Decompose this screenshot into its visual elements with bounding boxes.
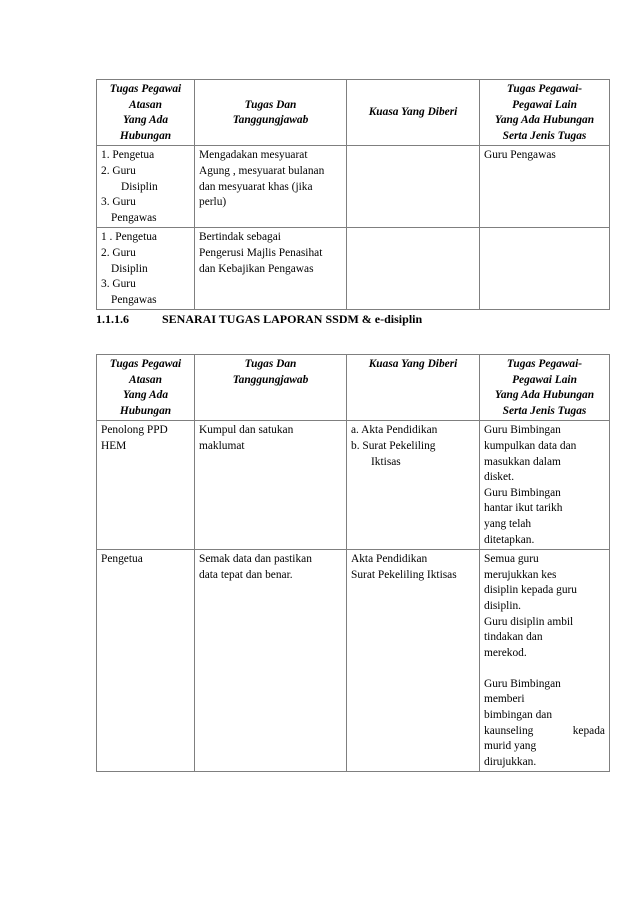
cell-line: Semua guru [484,553,539,566]
section-heading [96,312,422,327]
cell-officer [97,146,195,228]
header-col4 [480,355,610,421]
cell-line: Guru disiplin ambil [484,615,574,628]
cell-duties [195,550,347,772]
cell-duties [195,146,347,228]
cell-line: Yang Ada Hubungan [494,114,595,127]
cell-line: Pegawai Lain [512,98,577,111]
table-row [97,550,610,772]
cell-line: Yang Ada [122,389,169,402]
cell-line: Serta Jenis Tugas [502,129,587,142]
header-col1 [97,355,195,421]
section-number: 1.1.1.6 [96,312,129,326]
cell-line: disiplin kepada guru [484,584,578,597]
cell-other-officers [480,550,610,772]
cell-line: Agung , mesyuarat bulanan [199,164,325,177]
cell-line: Tugas Pegawai- [506,358,583,370]
cell-line: Akta Pendidikan [351,553,428,566]
cell-line: dirujukkan. [484,755,537,768]
duties-table-1 [96,79,610,310]
cell-line: dan Kebajikan Pengawas [199,262,314,275]
cell-line: tindakan dan [484,631,543,644]
cell-other-officers [480,146,610,228]
cell-line: Kuasa Yang Diberi [368,106,458,119]
header-col2 [195,80,347,146]
cell-line: Pengerusi Majlis Penasihat [199,246,323,259]
cell-duties [195,228,347,310]
cell-line: Disiplin [121,180,158,193]
cell-authority [347,228,480,310]
cell-block [484,677,605,724]
cell-line: 3. Guru [101,196,136,209]
cell-line: Iktisas [371,455,401,468]
cell-line: murid yang [484,740,537,753]
cell-line: Semak data dan pastikan [199,553,312,566]
cell-line: data tepat dan benar. [199,568,293,581]
cell-line: Tanggungjawab [232,114,309,127]
cell-line: Yang Ada [122,114,169,127]
cell-officer [97,550,195,772]
cell-authority [347,421,480,550]
cell-line: merujukkan kes [484,568,557,581]
cell-block [484,552,605,661]
cell-line: dan mesyuarat khas (jika [199,180,313,193]
cell-line: hantar ikut tarikh [484,502,563,515]
cell-block [484,739,605,770]
table-row [97,146,610,228]
cell-line: Mengadakan mesyuarat [199,149,308,162]
cell-line: Atasan [129,373,162,386]
cell-officer [97,421,195,550]
cell-line: Guru Bimbingan [484,486,561,499]
duties-table-2 [96,354,610,772]
cell-line: disiplin. [484,599,522,612]
cell-duties [195,421,347,550]
cell-line: perlu) [199,196,227,209]
cell-officer [97,228,195,310]
cell-line: bimbingan dan [484,709,553,722]
cell-line: disket. [484,471,515,484]
table-row [97,228,610,310]
cell-line: Kuasa Yang Diberi [368,358,458,370]
blank-line [484,661,605,677]
cell-line: Disiplin [111,262,148,275]
cell-line: Tugas Dan [244,358,297,370]
cell-line: 2. Guru [101,164,136,177]
cell-line: b. Surat Pekeliling [351,439,436,452]
cell-other-officers [480,228,610,310]
header-col2 [195,355,347,421]
cell-line: Pegawai Lain [512,373,577,386]
cell-line: Serta Jenis Tugas [502,404,587,417]
cell-line: Kumpul dan satukan [199,424,294,437]
cell-line: 1. Pengetua [101,149,155,162]
cell-line: Pengawas [111,293,157,306]
cell-line: Tugas Pegawai [109,83,182,95]
table-header-row [97,355,610,421]
cell-word: kaunseling [484,724,534,737]
cell-line: 2. Guru [101,246,136,259]
cell-line: Hubungan [119,129,172,142]
cell-line: ditetapkan. [484,533,535,546]
cell-line: Pengawas [111,211,157,224]
cell-line: Guru Bimbingan [484,424,561,437]
section-title: SENARAI TUGAS LAPORAN SSDM & e-disiplin [162,312,423,326]
cell-line: kumpulkan data dan [484,439,577,452]
header-col3 [347,355,480,421]
cell-line: Tanggungjawab [232,373,309,386]
cell-line: 1 . Pengetua [101,231,157,244]
cell-line: Yang Ada Hubungan [494,389,595,402]
cell-line: a. Akta Pendidikan [351,424,438,437]
cell-line: 3. Guru [101,278,136,291]
justified-line [484,724,605,740]
cell-line: yang telah [484,517,532,530]
cell-line: Penolong PPD [101,424,168,437]
cell-line: masukkan dalam [484,455,561,468]
cell-line: Atasan [129,98,162,111]
header-col1 [97,80,195,146]
cell-line: HEM [101,439,127,452]
cell-word: kepada [572,724,605,737]
cell-line: Guru Pengawas [484,149,556,162]
cell-line: Tugas Dan [244,98,297,111]
cell-line: merekod. [484,646,527,659]
cell-line: Surat Pekeliling Iktisas [351,568,457,581]
cell-line: Guru Bimbingan [484,677,561,690]
cell-line: Tugas Pegawai [109,358,182,370]
cell-line: Hubungan [119,404,172,417]
cell-line: Bertindak sebagai [199,231,281,244]
header-col4 [480,80,610,146]
cell-line: Tugas Pegawai- [506,83,583,95]
cell-other-officers [480,421,610,550]
table-row [97,421,610,550]
table-header-row [97,80,610,146]
cell-line: Pengetua [101,553,143,566]
cell-line: maklumat [199,439,245,452]
cell-line: memberi [484,693,525,706]
header-col3 [347,80,480,146]
cell-authority [347,146,480,228]
cell-authority [347,550,480,772]
